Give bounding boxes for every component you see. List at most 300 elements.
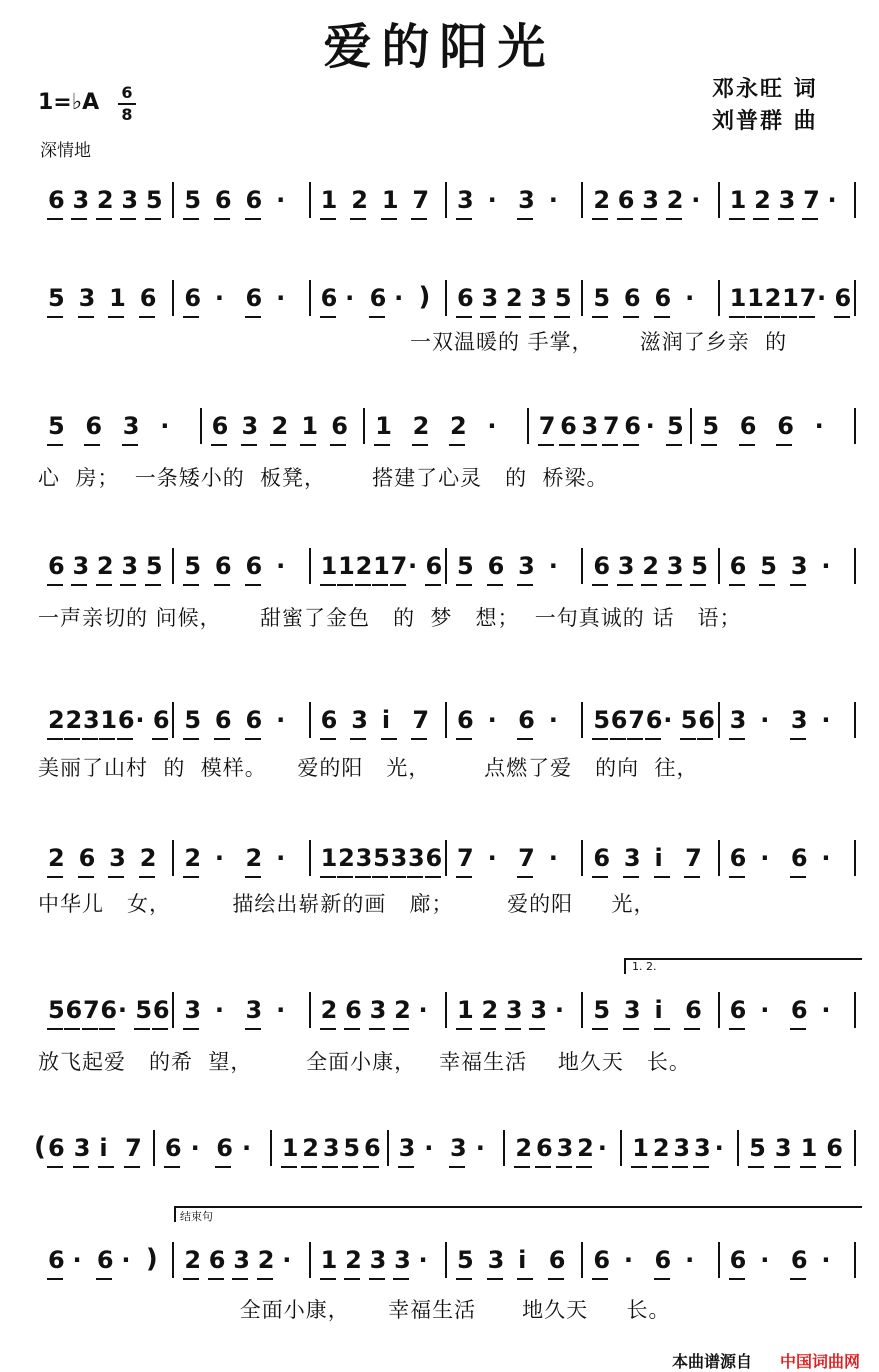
bar-line	[172, 1242, 174, 1278]
beam-line	[701, 444, 717, 446]
beam-line	[139, 316, 155, 318]
beam-line	[505, 316, 521, 318]
bar-line	[854, 408, 856, 444]
repeat-paren: )	[418, 282, 431, 312]
beam-line	[548, 1278, 564, 1280]
beam-line	[411, 218, 427, 220]
note: 6	[85, 412, 103, 440]
note: 6	[698, 706, 715, 734]
augmentation-dot: ·	[645, 412, 655, 440]
beam-line	[654, 316, 670, 318]
bar-line	[581, 840, 583, 876]
note: 3	[530, 996, 548, 1024]
beam-line	[337, 876, 353, 878]
beam-line	[211, 444, 227, 446]
beam-line	[164, 1166, 180, 1168]
beam-line	[781, 316, 797, 318]
note: 6	[729, 844, 747, 872]
beam-line	[535, 1166, 551, 1168]
beam-line	[350, 738, 366, 740]
note: 6	[164, 1134, 182, 1162]
bar-line	[172, 702, 174, 738]
note: 7	[538, 412, 556, 440]
augmentation-dot: ·	[821, 1246, 831, 1274]
beam-line	[729, 316, 745, 318]
note: 5	[184, 706, 202, 734]
note: 2	[754, 186, 771, 214]
beam-line	[666, 218, 682, 220]
beam-line	[759, 584, 775, 586]
beam-line	[554, 316, 570, 318]
note: 1	[457, 996, 474, 1024]
beam-line	[790, 584, 806, 586]
note: 6	[593, 844, 611, 872]
note: 6	[216, 1134, 233, 1162]
beam-line	[487, 584, 503, 586]
note: 2	[245, 844, 263, 872]
beam-line	[576, 1166, 592, 1168]
note: 1	[338, 552, 355, 580]
bar-line	[581, 1242, 583, 1278]
augmentation-dot: ·	[487, 412, 497, 440]
note: 6	[364, 1134, 381, 1162]
augmentation-dot: ·	[487, 706, 497, 734]
note: 3	[122, 412, 140, 440]
beam-line	[120, 584, 136, 586]
note: 3	[322, 1134, 340, 1162]
note: 3	[457, 186, 474, 214]
note: 6	[645, 706, 663, 734]
note: 3	[790, 706, 808, 734]
beam-line	[320, 1028, 336, 1030]
note: 3	[72, 186, 90, 214]
beam-line	[517, 584, 533, 586]
bar-line	[172, 840, 174, 876]
note: i	[654, 844, 663, 872]
augmentation-dot: ·	[685, 1246, 695, 1274]
note: 5	[457, 1246, 474, 1274]
note: 3	[72, 552, 90, 580]
bar-line	[445, 548, 447, 584]
note: 7	[602, 412, 620, 440]
beam-line	[117, 738, 133, 740]
page-title: 爱的阳光	[323, 19, 556, 75]
beam-line	[790, 876, 806, 878]
beam-line	[456, 1028, 472, 1030]
beam-line	[631, 1166, 647, 1168]
note: 3	[530, 284, 548, 312]
beam-line	[320, 584, 336, 586]
bar-line	[854, 280, 856, 316]
note: 1	[632, 1134, 649, 1162]
note: 3	[369, 996, 387, 1024]
augmentation-dot: ·	[821, 844, 831, 872]
beam-line	[753, 218, 769, 220]
beam-line	[183, 876, 199, 878]
note: 5	[135, 996, 153, 1024]
note: 6	[654, 1246, 672, 1274]
beam-line	[208, 1278, 224, 1280]
beam-line	[245, 1028, 261, 1030]
note: 7	[390, 552, 408, 580]
note: 3	[617, 552, 635, 580]
beam-line	[684, 876, 700, 878]
augmentation-dot: ·	[691, 186, 701, 214]
augmentation-dot: ·	[242, 1134, 252, 1162]
augmentation-dot: ·	[814, 412, 824, 440]
bar-line	[718, 182, 720, 218]
bar-line	[200, 408, 202, 444]
beam-line	[407, 876, 423, 878]
beam-line	[47, 876, 63, 878]
bar-line	[527, 408, 529, 444]
note: 6	[214, 706, 232, 734]
augmentation-dot: ·	[487, 844, 497, 872]
beam-line	[96, 1278, 112, 1280]
bar-line	[172, 280, 174, 316]
beam-line	[320, 738, 336, 740]
bar-line	[854, 548, 856, 584]
note: 6	[729, 1246, 747, 1274]
bar-line	[718, 992, 720, 1028]
bar-line	[309, 548, 311, 584]
bar-line	[737, 1130, 739, 1166]
note: 3	[390, 844, 408, 872]
beam-line	[393, 1028, 409, 1030]
beam-line	[330, 444, 346, 446]
note: 5	[593, 706, 611, 734]
augmentation-dot: ·	[276, 284, 286, 312]
beam-line	[592, 1028, 608, 1030]
beam-line	[514, 1166, 530, 1168]
note: 7	[125, 1134, 142, 1162]
note: 6	[790, 996, 808, 1024]
note: 2	[96, 552, 114, 580]
beam-line	[480, 316, 496, 318]
meter-denominator: 8	[121, 105, 133, 124]
beam-line	[232, 1278, 248, 1280]
note: 2	[271, 412, 289, 440]
beam-line	[99, 738, 115, 740]
beam-line	[355, 584, 371, 586]
beam-line	[122, 444, 138, 446]
beam-line	[99, 1028, 115, 1030]
note: 3	[487, 1246, 505, 1274]
note: 6	[78, 844, 96, 872]
beam-line	[241, 444, 257, 446]
note: 5	[667, 412, 684, 440]
note: 5	[48, 412, 65, 440]
augmentation-dot: ·	[121, 1246, 131, 1274]
note: 2	[351, 186, 368, 214]
beam-line	[487, 1278, 503, 1280]
note: 1	[100, 706, 118, 734]
note: 6	[48, 186, 65, 214]
beam-line	[729, 1278, 745, 1280]
beam-line	[270, 444, 286, 446]
bar-line	[581, 280, 583, 316]
note: 2	[257, 1246, 275, 1274]
augmentation-dot: ·	[190, 1134, 200, 1162]
note: 2	[577, 1134, 594, 1162]
bar-line	[270, 1130, 272, 1166]
beam-line	[320, 876, 336, 878]
beam-line	[449, 1166, 465, 1168]
note: 6	[320, 706, 338, 734]
beam-line	[47, 218, 63, 220]
bar-line	[309, 280, 311, 316]
bar-line	[718, 548, 720, 584]
beam-line	[82, 1028, 98, 1030]
note: 5	[184, 552, 202, 580]
bar-line	[854, 1242, 856, 1278]
bar-line	[309, 992, 311, 1028]
beam-line	[617, 584, 633, 586]
note: 3	[369, 1246, 387, 1274]
bar-line	[445, 280, 447, 316]
note: 6	[48, 1134, 65, 1162]
note: 6	[777, 412, 794, 440]
augmentation-dot: ·	[418, 996, 428, 1024]
beam-line	[800, 1166, 816, 1168]
augmentation-dot: ·	[214, 844, 225, 872]
note: 2	[642, 552, 659, 580]
beam-line	[680, 738, 696, 740]
bar-line	[718, 840, 720, 876]
beam-line	[729, 584, 745, 586]
beam-line	[78, 316, 94, 318]
note: 5	[691, 552, 708, 580]
beam-line	[398, 1166, 414, 1168]
note: 2	[394, 996, 411, 1024]
note: 3	[581, 412, 599, 440]
bar-line	[445, 840, 447, 876]
note: 2	[515, 1134, 533, 1162]
note: 2	[481, 996, 499, 1024]
note: 7	[412, 186, 430, 214]
augmentation-dot: ·	[117, 996, 128, 1024]
beam-line	[834, 316, 850, 318]
note: 6	[48, 1246, 65, 1274]
note: 3	[408, 844, 425, 872]
note: 3	[184, 996, 202, 1024]
beam-line	[381, 218, 397, 220]
augmentation-dot: ·	[597, 1134, 607, 1162]
beam-line	[654, 1278, 670, 1280]
beam-line	[183, 584, 199, 586]
beam-line	[344, 1278, 360, 1280]
note: 1	[281, 1134, 299, 1162]
note: 5	[760, 552, 777, 580]
beam-line	[120, 218, 136, 220]
meter-numerator: 6	[121, 83, 133, 102]
beam-line	[411, 738, 427, 740]
beam-line	[257, 1278, 273, 1280]
beam-line	[746, 316, 762, 318]
beam-line	[64, 738, 80, 740]
note: 6	[152, 996, 170, 1024]
bar-line	[718, 1242, 720, 1278]
beam-line	[369, 1278, 385, 1280]
beam-line	[372, 876, 388, 878]
beam-line	[690, 584, 706, 586]
augmentation-dot: ·	[548, 552, 558, 580]
note: 3	[623, 996, 641, 1024]
beam-line	[390, 584, 406, 586]
beam-line	[517, 876, 533, 878]
beam-line	[152, 738, 168, 740]
beam-line	[592, 584, 608, 586]
beam-line	[739, 444, 755, 446]
note: 6	[245, 552, 263, 580]
lyric-line: 美丽了山村 的 模样。 爱的阳 光， 点燃了爱 的向 往，	[38, 756, 699, 780]
lyric-line: 一双温暖的 手掌， 滋润了乡亲 的	[410, 330, 788, 354]
note: 6	[369, 284, 387, 312]
note: 2	[652, 1134, 670, 1162]
lyric-line: 全面小康， 幸福生活 地久天 长。	[186, 1298, 671, 1322]
note: 5	[593, 996, 611, 1024]
note: 1	[800, 1134, 818, 1162]
note: 7	[803, 186, 820, 214]
beam-line	[610, 738, 626, 740]
augmentation-dot: ·	[760, 1246, 770, 1274]
note: 7	[412, 706, 430, 734]
beam-line	[617, 218, 633, 220]
beam-line	[320, 316, 336, 318]
note: 3	[121, 186, 139, 214]
note: 6	[117, 706, 135, 734]
note: 6	[100, 996, 118, 1024]
augmentation-dot: ·	[214, 284, 225, 312]
note: 2	[48, 844, 65, 872]
augmentation-dot: ·	[276, 706, 286, 734]
beam-line	[592, 876, 608, 878]
beam-line	[96, 584, 112, 586]
note: 2	[302, 1134, 319, 1162]
note: 3	[666, 552, 684, 580]
note: 3	[505, 996, 523, 1024]
beam-line	[652, 1166, 668, 1168]
note: 7	[518, 844, 535, 872]
bar-line	[581, 182, 583, 218]
augmentation-dot: ·	[475, 1134, 485, 1162]
note: 6	[487, 552, 505, 580]
note: 6	[560, 412, 577, 440]
beam-line	[73, 1166, 89, 1168]
beam-line	[355, 876, 371, 878]
note: 6	[245, 186, 263, 214]
bar-line	[854, 182, 856, 218]
beam-line	[425, 584, 441, 586]
lyric-line: 心 房； 一条矮小的 板凳， 搭建了心灵 的 桥梁。	[38, 466, 609, 490]
beam-line	[322, 1166, 338, 1168]
volta-bracket	[624, 958, 862, 974]
beam-line	[581, 444, 597, 446]
augmentation-dot: ·	[160, 412, 170, 440]
ending-label: 结束句	[180, 1210, 213, 1223]
footer-site-link[interactable]: 中国词曲网	[780, 1352, 861, 1371]
lyricist-credit: 邓永旺 词	[712, 77, 818, 102]
note: 5	[48, 284, 65, 312]
beam-line	[245, 584, 261, 586]
bar-line	[620, 1130, 622, 1166]
note: 2	[338, 844, 355, 872]
bar-line	[387, 1130, 389, 1166]
note: 3	[241, 412, 259, 440]
note: 2	[593, 186, 611, 214]
beam-line	[108, 316, 124, 318]
note: 6	[208, 1246, 226, 1274]
beam-line	[517, 218, 533, 220]
beam-line	[684, 1028, 700, 1030]
note: 3	[78, 284, 96, 312]
beam-line	[183, 316, 199, 318]
bar-line	[718, 280, 720, 316]
note: 1	[320, 1246, 338, 1274]
beam-line	[342, 1166, 358, 1168]
note: 2	[345, 1246, 362, 1274]
augmentation-dot: ·	[623, 1246, 634, 1274]
time-signature	[118, 84, 136, 124]
augmentation-dot: ·	[276, 844, 286, 872]
repeat-paren: (	[34, 1132, 46, 1162]
beam-line	[825, 1166, 841, 1168]
beam-line	[152, 1028, 168, 1030]
beam-line	[214, 738, 230, 740]
note: 7	[628, 706, 645, 734]
note: 1	[373, 552, 390, 580]
score-row	[0, 844, 879, 916]
beam-line	[627, 738, 643, 740]
bar-line	[690, 408, 692, 444]
note: 5	[184, 186, 202, 214]
note: 3	[790, 552, 808, 580]
note: 6	[624, 412, 641, 440]
augmentation-dot: ·	[418, 1246, 428, 1274]
note: 2	[96, 186, 114, 214]
note: 3	[82, 706, 100, 734]
bar-line	[363, 408, 365, 444]
augmentation-dot: ·	[821, 552, 831, 580]
augmentation-dot: ·	[760, 844, 770, 872]
beam-line	[183, 738, 199, 740]
bar-line	[153, 1130, 155, 1166]
augmentation-dot: ·	[424, 1134, 434, 1162]
score-row	[0, 412, 879, 490]
note: 6	[536, 1134, 553, 1162]
note: 6	[518, 706, 535, 734]
beam-line	[372, 584, 388, 586]
beam-line	[556, 1166, 572, 1168]
note: 6	[139, 284, 157, 312]
note: 3	[518, 552, 535, 580]
note: 1	[747, 284, 764, 312]
beam-line	[374, 444, 390, 446]
note: 1	[320, 552, 338, 580]
note: i	[381, 706, 391, 734]
note: 3	[394, 1246, 411, 1274]
note: 3	[642, 186, 659, 214]
note: 5	[702, 412, 720, 440]
beam-line	[344, 1028, 360, 1030]
beam-line	[245, 876, 261, 878]
tempo-marking: 深情地	[40, 141, 91, 161]
augmentation-dot: ·	[554, 996, 564, 1024]
augmentation-dot: ·	[214, 996, 225, 1024]
note: 5	[749, 1134, 766, 1162]
note: 2	[355, 552, 373, 580]
note: 6	[548, 1246, 566, 1274]
